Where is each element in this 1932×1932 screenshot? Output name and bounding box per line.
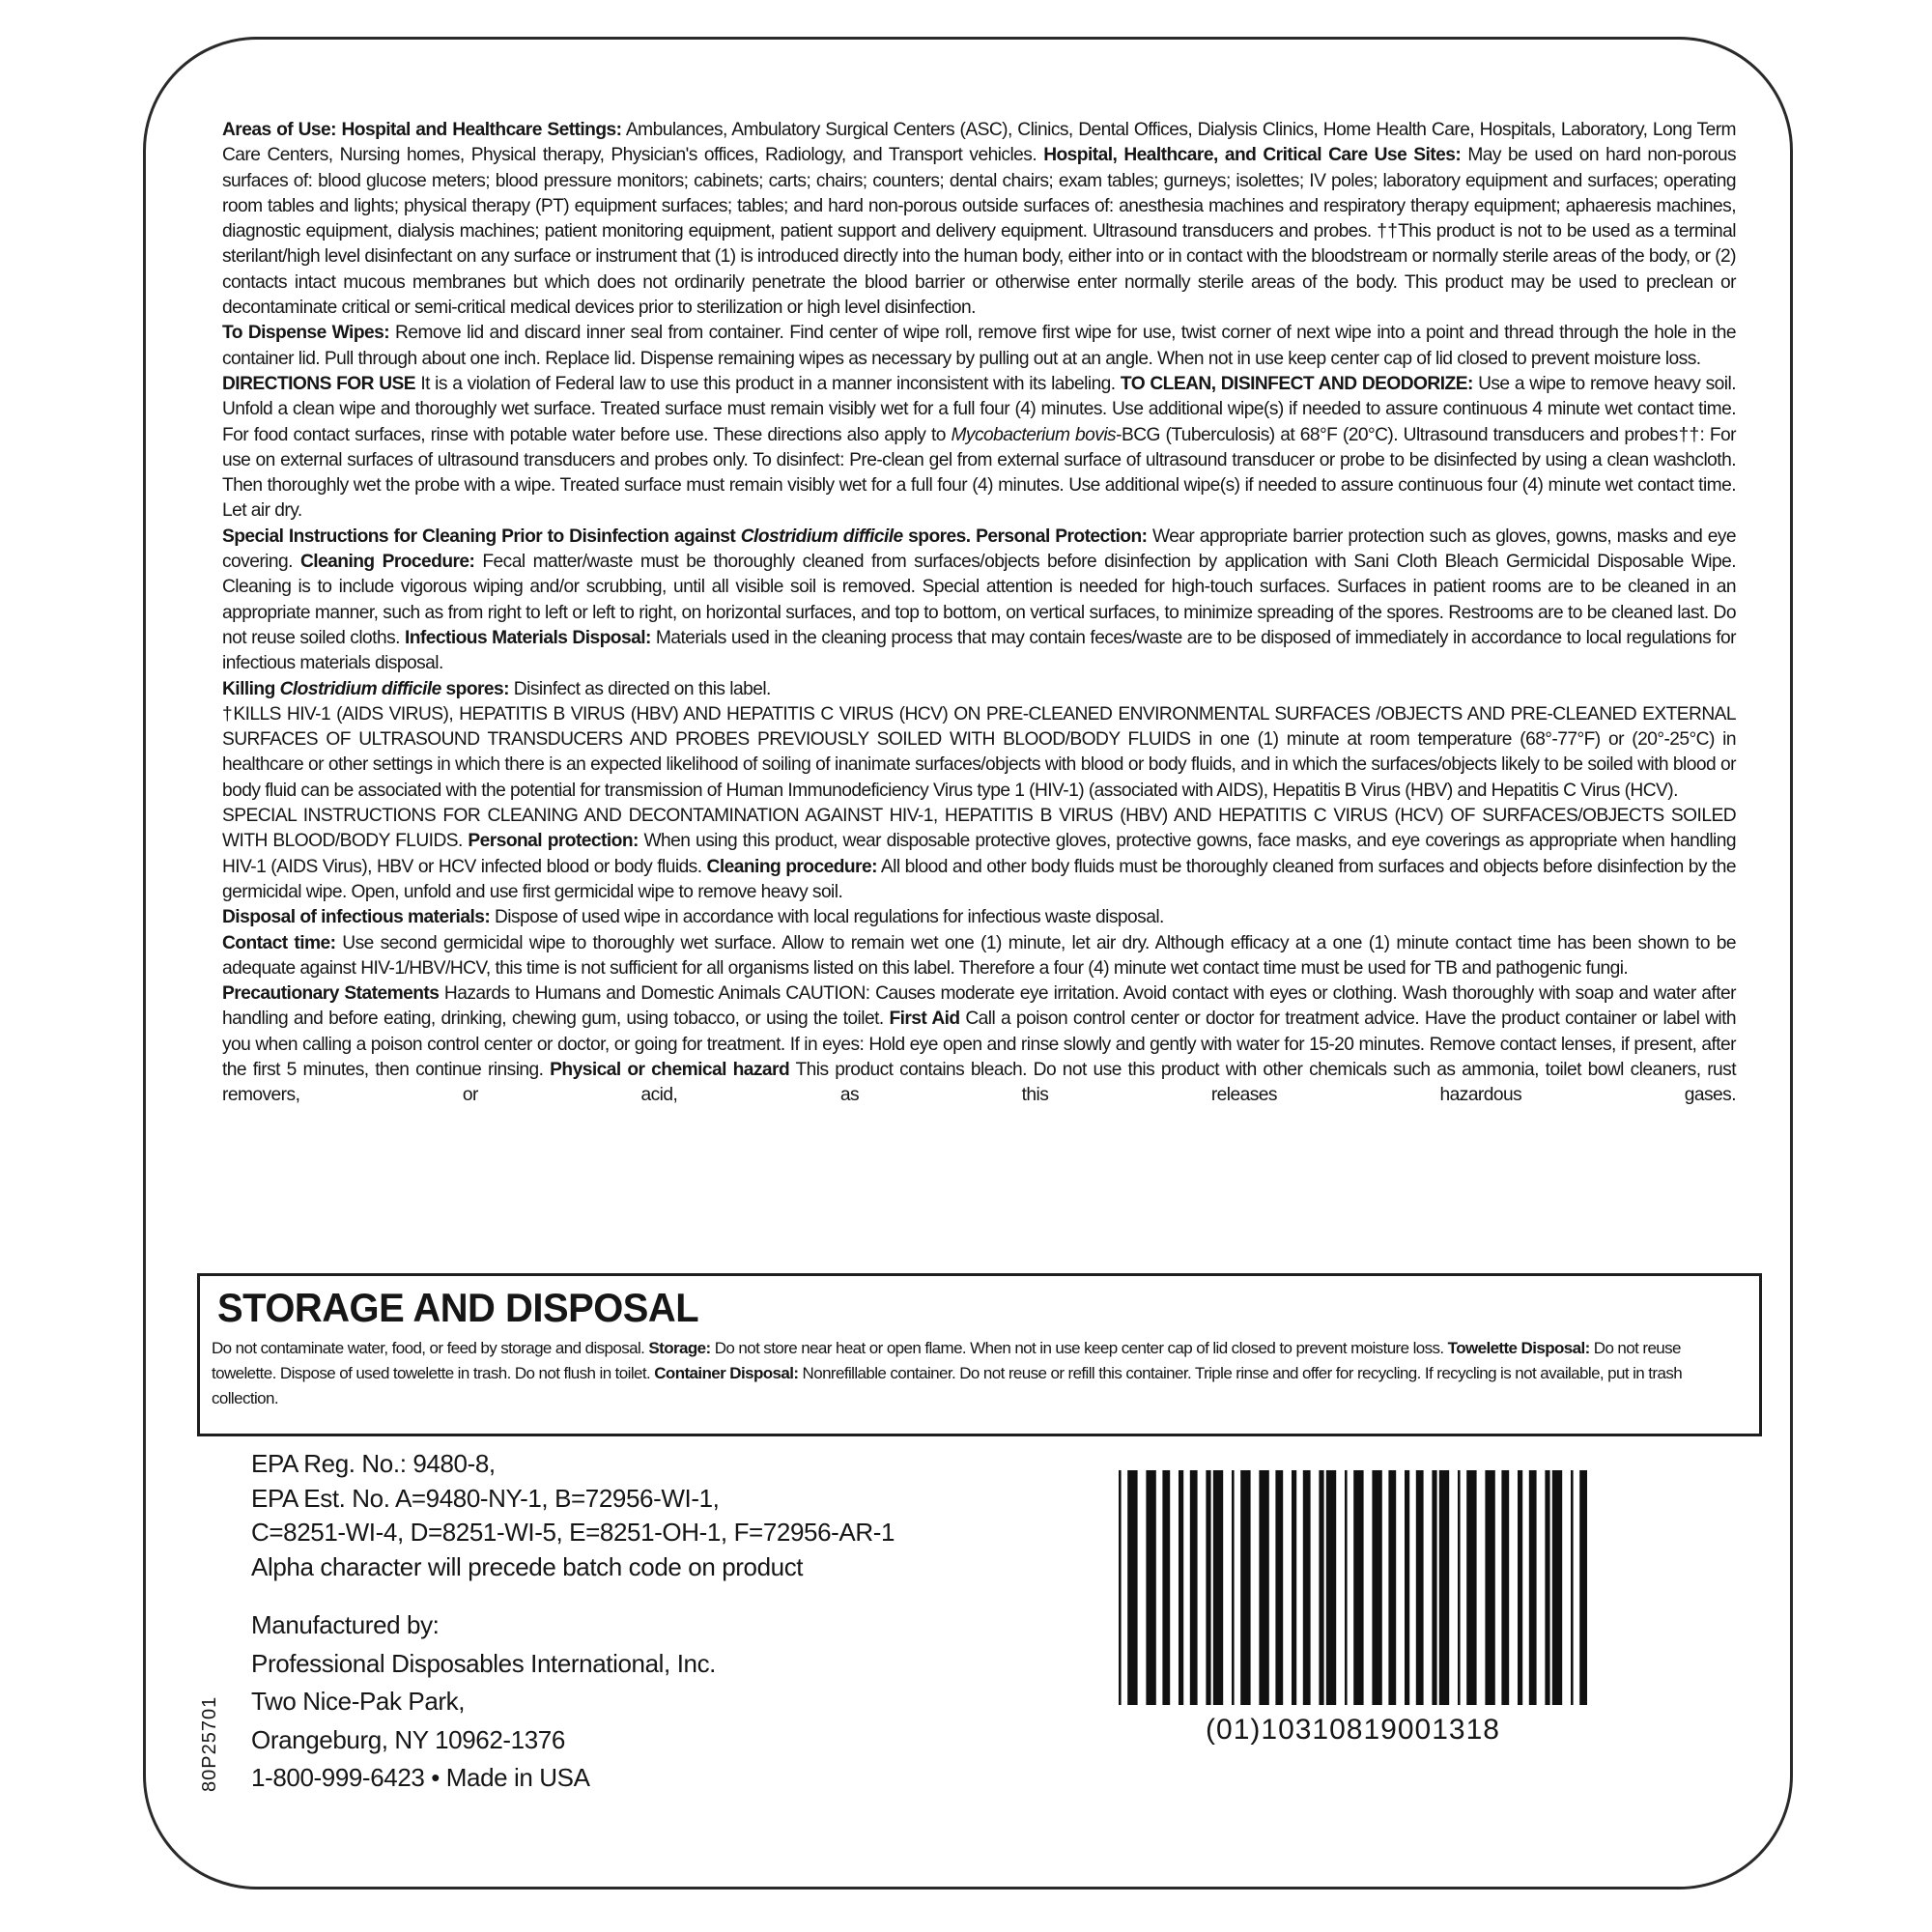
text-run: Remove lid and discard inner seal from container. Find center of wipe roll, remove first wipe for use, twist corner of next wipe into a point and thread through the hole in the container lid. Pull through about one inch. Replace lid. Dispense remaining wipes as necessary by pulling out at an angle. When not in use keep center cap of lid closed to prevent moisture loss.: [222, 323, 1736, 369]
barcode-bar: [1579, 1470, 1587, 1705]
text-run: Cleaning procedure:: [706, 856, 877, 877]
text-run: Towelette Disposal:: [1447, 1339, 1590, 1357]
epa-info: [251, 1447, 895, 1584]
text-run: Use a wipe to remove heavy soil. Unfold a clean wipe and thoroughly wet surface. Treated surface must remain visibly wet for a full four (4) minutes. Use additional wipe(s) if needed to assure continuous 4 minute wet contact time. For food contact surfaces, rinse with potable water before use. These directions also apply to: [222, 373, 1736, 445]
text-run: Hospital, Healthcare, and Critical Care Use Sites:: [1043, 145, 1462, 166]
manufacturer-company: Professional Disposables International, Inc.: [251, 1648, 717, 1678]
text-run: TO CLEAN, DISINFECT AND DEODORIZE:: [1120, 373, 1473, 394]
directions-paragraph: [222, 525, 1736, 677]
storage-title: STORAGE AND DISPOSAL: [217, 1285, 699, 1330]
manufacturer-contact: 1-800-999-6423 • Made in USA: [251, 1763, 590, 1793]
text-run: To Dispense Wipes:: [222, 323, 390, 344]
storage-text: [212, 1336, 1747, 1411]
barcode-bar: [1353, 1470, 1363, 1705]
text-run: Physical or chemical hazard: [550, 1059, 790, 1080]
barcode-bar: [1545, 1470, 1549, 1705]
barcode-bar: [1552, 1470, 1562, 1705]
text-run: Do not reuse towelette. Dispose of used towelette in trash. Do not flush in toilet.: [212, 1339, 1681, 1382]
directions-paragraph: [222, 677, 1736, 702]
barcode-bar: [1319, 1470, 1323, 1705]
text-run: †KILLS HIV-1 (AIDS VIRUS), HEPATITIS B VIRUS (HBV) AND HEPATITIS C VIRUS (HCV) ON PRE-CLEANED ENVIRONMENTAL SURFACES /OBJECTS AND PRE-CLEANED EXTERNAL SURFACES OF ULTRASOUND TRANSDUCERS AND PROBES PREVIOUSLY SOILED WITH BLOOD/BODY FLUIDS in one (1) minute at room temperature (68°-77°F) or (20°-25°C) in healthcare or other settings in which there is an expected likelihood of soiling of inanimate surfaces/objects with blood or body fluids, and in which the surfaces/objects likely to be soiled with blood or body fluid can be associated with the potential for transmission of Human Immunodeficiency Virus type 1 (HIV-1) (associated with AIDS), Hepatitis B Virus (HBV) and Hepatitis C Virus (HCV).: [222, 703, 1736, 801]
barcode-bar: [1439, 1470, 1449, 1705]
directions-paragraph: [222, 905, 1736, 930]
storage-disposal-box: [197, 1273, 1762, 1436]
lot-code: [199, 1695, 220, 1793]
directions-paragraph: [222, 804, 1736, 905]
batch-code-note: Alpha character will precede batch code on product: [251, 1551, 804, 1581]
barcode-bar: [1345, 1470, 1348, 1705]
text-run: Wear appropriate barrier protection such as gloves, gowns, masks and eye covering.: [222, 526, 1736, 573]
barcode-bar: [1146, 1470, 1155, 1705]
text-run: This product contains bleach. Do not use this product with other chemicals such as ammonia, toilet bowl cleaners, rust removers, or acid, as this releases hazardous gases.: [222, 1059, 1736, 1106]
text-run: Cleaning Procedure:: [299, 552, 475, 573]
text-run: Fecal matter/waste must be thoroughly cleaned from surfaces/objects before disinfection by application with Sani Cloth Bleach Germicidal Disposable Wipe. Cleaning is to include vigorous wiping and/or scrubbing, until all visible soil is removed. Special attention is needed for high-touch surfaces. Surfaces in patient rooms are to be cleaned in an appropriate manner, such as from right to left or left to right, on horizontal surfaces, and top to bottom, on vertical surfaces, to minimize spreading of the spores. Restrooms are to be cleaned last. Do not reuse soiled cloths.: [222, 552, 1737, 648]
text-run: Personal protection:: [468, 831, 639, 852]
directions-paragraph: [222, 372, 1736, 525]
barcode-bar: [1466, 1470, 1476, 1705]
text-run: Precautionary Statements: [222, 983, 440, 1005]
directions-paragraph: [222, 118, 1736, 321]
barcode-bar: [1179, 1470, 1183, 1705]
barcode-bar: [1529, 1470, 1537, 1705]
text-run: Clostridium difficile: [279, 678, 441, 699]
barcode-bar: [1432, 1470, 1436, 1705]
barcode-bar: [1206, 1470, 1210, 1705]
text-run: SPECIAL INSTRUCTIONS FOR CLEANING AND DECONTAMINATION AGAINST HIV-1, HEPATITIS B VIRUS (HBV) AND HEPATITIS C VIRUS (HCV) OF SURFACES/OBJECTS SOILED WITH BLOOD/BODY FLUIDS.: [222, 806, 1736, 852]
manufacturer-address-2: Orangeburg, NY 10962-1376: [251, 1724, 565, 1754]
barcode-bar: [1405, 1470, 1409, 1705]
barcode-bar: [1458, 1470, 1461, 1705]
text-run: May be used on hard non-porous surfaces of: blood glucose meters; blood pressure monitors; cabinets; carts; chairs; counters; dental chairs; exam tables; gurneys; isolettes; IV poles; laboratory equipment and surfaces; operating room tables and lights; physical therapy (PT) equipment surfaces; tables; and hard non-porous outside surfaces of: anesthesia machines and respiratory therapy equipment; aphaeresis machines, diagnostic equipment, dialysis machines; patient monitoring equipment, patient support and delivery equipment. Ultrasound transducers and probes. ††This product is not to be used as a terminal sterilant/high level disinfectant on any surface or instrument that (1) is introduced directly into the human body, either into or in contact with the bloodstream or normally sterile areas of the body, or (2) contacts intact mucous membranes but which does not ordinarily penetrate the blood barrier or otherwise enter normally sterile areas of the body. This product may be used to preclean or decontaminate critical or semi-critical medical devices prior to sterilization or high level disinfection.: [222, 145, 1736, 319]
barcode-bar: [1292, 1470, 1296, 1705]
text-run: Use second germicidal wipe to thoroughly wet surface. Allow to remain wet one (1) minute, let air dry. Although efficacy at a one (1) minute contact time has been shown to be adequate against HIV-1/HBV/HCV, this time is not sufficient for all organisms listed on this label. Therefore a four (4) minute wet contact time must be used for TB and pathogenic fungi.: [222, 932, 1736, 979]
barcode-bar: [1501, 1470, 1509, 1705]
epa-est-no-line-1: EPA Est. No. A=9480-NY-1, B=72956-WI-1,: [251, 1483, 720, 1513]
text-run: Infectious Materials Disposal:: [404, 627, 651, 648]
text-run: When using this product, wear disposable protective gloves, protective gowns, face masks, and eye coverings as appropriate when handling HIV-1 (AIDS Virus), HBV or HCV infected blood or body fluids.: [222, 831, 1736, 877]
directions-paragraph: [222, 981, 1736, 1108]
text-run: Mycobacterium bovis: [951, 424, 1117, 445]
barcode-bar: [1213, 1470, 1223, 1705]
text-run: It is a violation of Federal law to use this product in a manner inconsistent with its labeling.: [415, 373, 1121, 394]
text-run: Contact time:: [222, 932, 336, 953]
barcode-bar: [1259, 1470, 1268, 1705]
text-run: Do not contaminate water, food, or feed by storage and disposal.: [212, 1339, 649, 1357]
text-run: Ambulances, Ambulatory Surgical Centers (ASC), Clinics, Dental Offices, Dialysis Clinics, Home Health Care, Hospitals, Laboratory, Long Term Care Centers, Nursing homes, Physical therapy, Physician's offices, Radiology, and Transport vehicles.: [222, 120, 1736, 166]
text-run: -BCG (Tuberculosis) at 68°F (20°C). Ultrasound transducers and probes††: For use on external surfaces of ultrasound transducers and probes only. To disinfect: Pre-clean gel from external surface of ultrasound transducer or probe to be disinfected by using a clean washcloth. Then thoroughly wet the probe with a wipe. Treated surface must remain visibly wet for a full four (4) minutes. Use additional wipe(s) if needed to assure continuous four (4) minute wet contact time. Let air dry.: [222, 424, 1737, 522]
epa-reg-no: EPA Reg. No.: 9480-8,: [251, 1449, 496, 1478]
text-run: Disinfect as directed on this label.: [509, 678, 771, 699]
barcode-number: (01)10310819001318: [1206, 1714, 1500, 1746]
directions-paragraph: [222, 931, 1736, 982]
text-run: Killing: [222, 678, 280, 699]
directions-paragraph: [222, 702, 1736, 804]
barcode-bar: [1485, 1470, 1494, 1705]
text-run: Hazards to Humans and Domestic Animals CAUTION: Causes moderate eye irritation. Avoid contact with eyes or clothing. Wash thoroughly with soap and water after handling and before eating, drinking, chewing gum, using tobacco, or using the toilet.: [222, 983, 1736, 1030]
text-run: spores:: [440, 678, 510, 699]
text-run: Nonrefillable container. Do not reuse or refill this container. Triple rinse and offer for recycling. If recycling is not available, put in trash collection.: [212, 1364, 1683, 1407]
text-run: Special Instructions for Cleaning Prior to Disinfection against: [222, 526, 741, 547]
barcode-bar: [1303, 1470, 1311, 1705]
text-run: Dispose of used wipe in accordance with local regulations for infectious waste disposal.: [490, 907, 1164, 928]
barcode-bar: [1162, 1470, 1170, 1705]
text-run: Storage:: [648, 1339, 711, 1357]
barcode-bar: [1326, 1470, 1336, 1705]
directions-paragraph: [222, 321, 1736, 372]
barcode-bar: [1275, 1470, 1283, 1705]
text-run: Clostridium difficile: [740, 526, 903, 547]
barcode-bar: [1190, 1470, 1198, 1705]
text-run: Disposal of infectious materials:: [222, 907, 491, 928]
manufacturer-address-1: Two Nice-Pak Park,: [251, 1687, 466, 1717]
barcode-bar: [1240, 1470, 1250, 1705]
text-run: spores. Personal Protection:: [902, 526, 1148, 547]
text-run: First Aid: [889, 1009, 960, 1030]
epa-est-no-line-2: C=8251-WI-4, D=8251-WI-5, E=8251-OH-1, F=72956-AR-1: [251, 1518, 895, 1547]
text-run: Areas of Use: Hospital and Healthcare Settings:: [222, 120, 622, 140]
text-run: All blood and other body fluids must be thoroughly cleaned from surfaces and objects before disinfection by the germicidal wipe. Open, unfold and use first germicidal wipe to remove heavy soil.: [222, 856, 1736, 902]
barcode-bar: [1571, 1470, 1574, 1705]
barcode-bar: [1372, 1470, 1381, 1705]
manufacturer-heading: Manufactured by:: [251, 1610, 440, 1639]
text-run: Call a poison control center or doctor for treatment advice. Have the product container or label with you when calling a poison control center or doctor, or going for treatment. If in eyes: Hold eye open and rinse slowly and gently with water for 15-20 minutes. Remove contact lenses, if present, after the first 5 minutes, then continue rinsing.: [222, 1009, 1736, 1080]
lot-code-text: 80P25701: [199, 1695, 220, 1792]
text-run: Container Disposal:: [654, 1364, 799, 1382]
text-run: Do not store near heat or open flame. When not in use keep center cap of lid closed to prevent moisture loss.: [710, 1339, 1448, 1357]
barcode-bar: [1416, 1470, 1424, 1705]
manufacturer-info: [251, 1606, 716, 1798]
directions-text: [222, 118, 1736, 1109]
barcode-bar: [1388, 1470, 1396, 1705]
barcode-bar: [1119, 1470, 1122, 1705]
text-run: Materials used in the cleaning process that may contain feces/waste are to be disposed of immediately in accordance to local regulations for infectious materials disposal.: [222, 627, 1736, 674]
barcode-icon: [1119, 1470, 1587, 1705]
barcode-bar: [1232, 1470, 1235, 1705]
barcode-bar: [1127, 1470, 1137, 1705]
barcode-bar: [1518, 1470, 1522, 1705]
text-run: DIRECTIONS FOR USE: [222, 373, 416, 394]
